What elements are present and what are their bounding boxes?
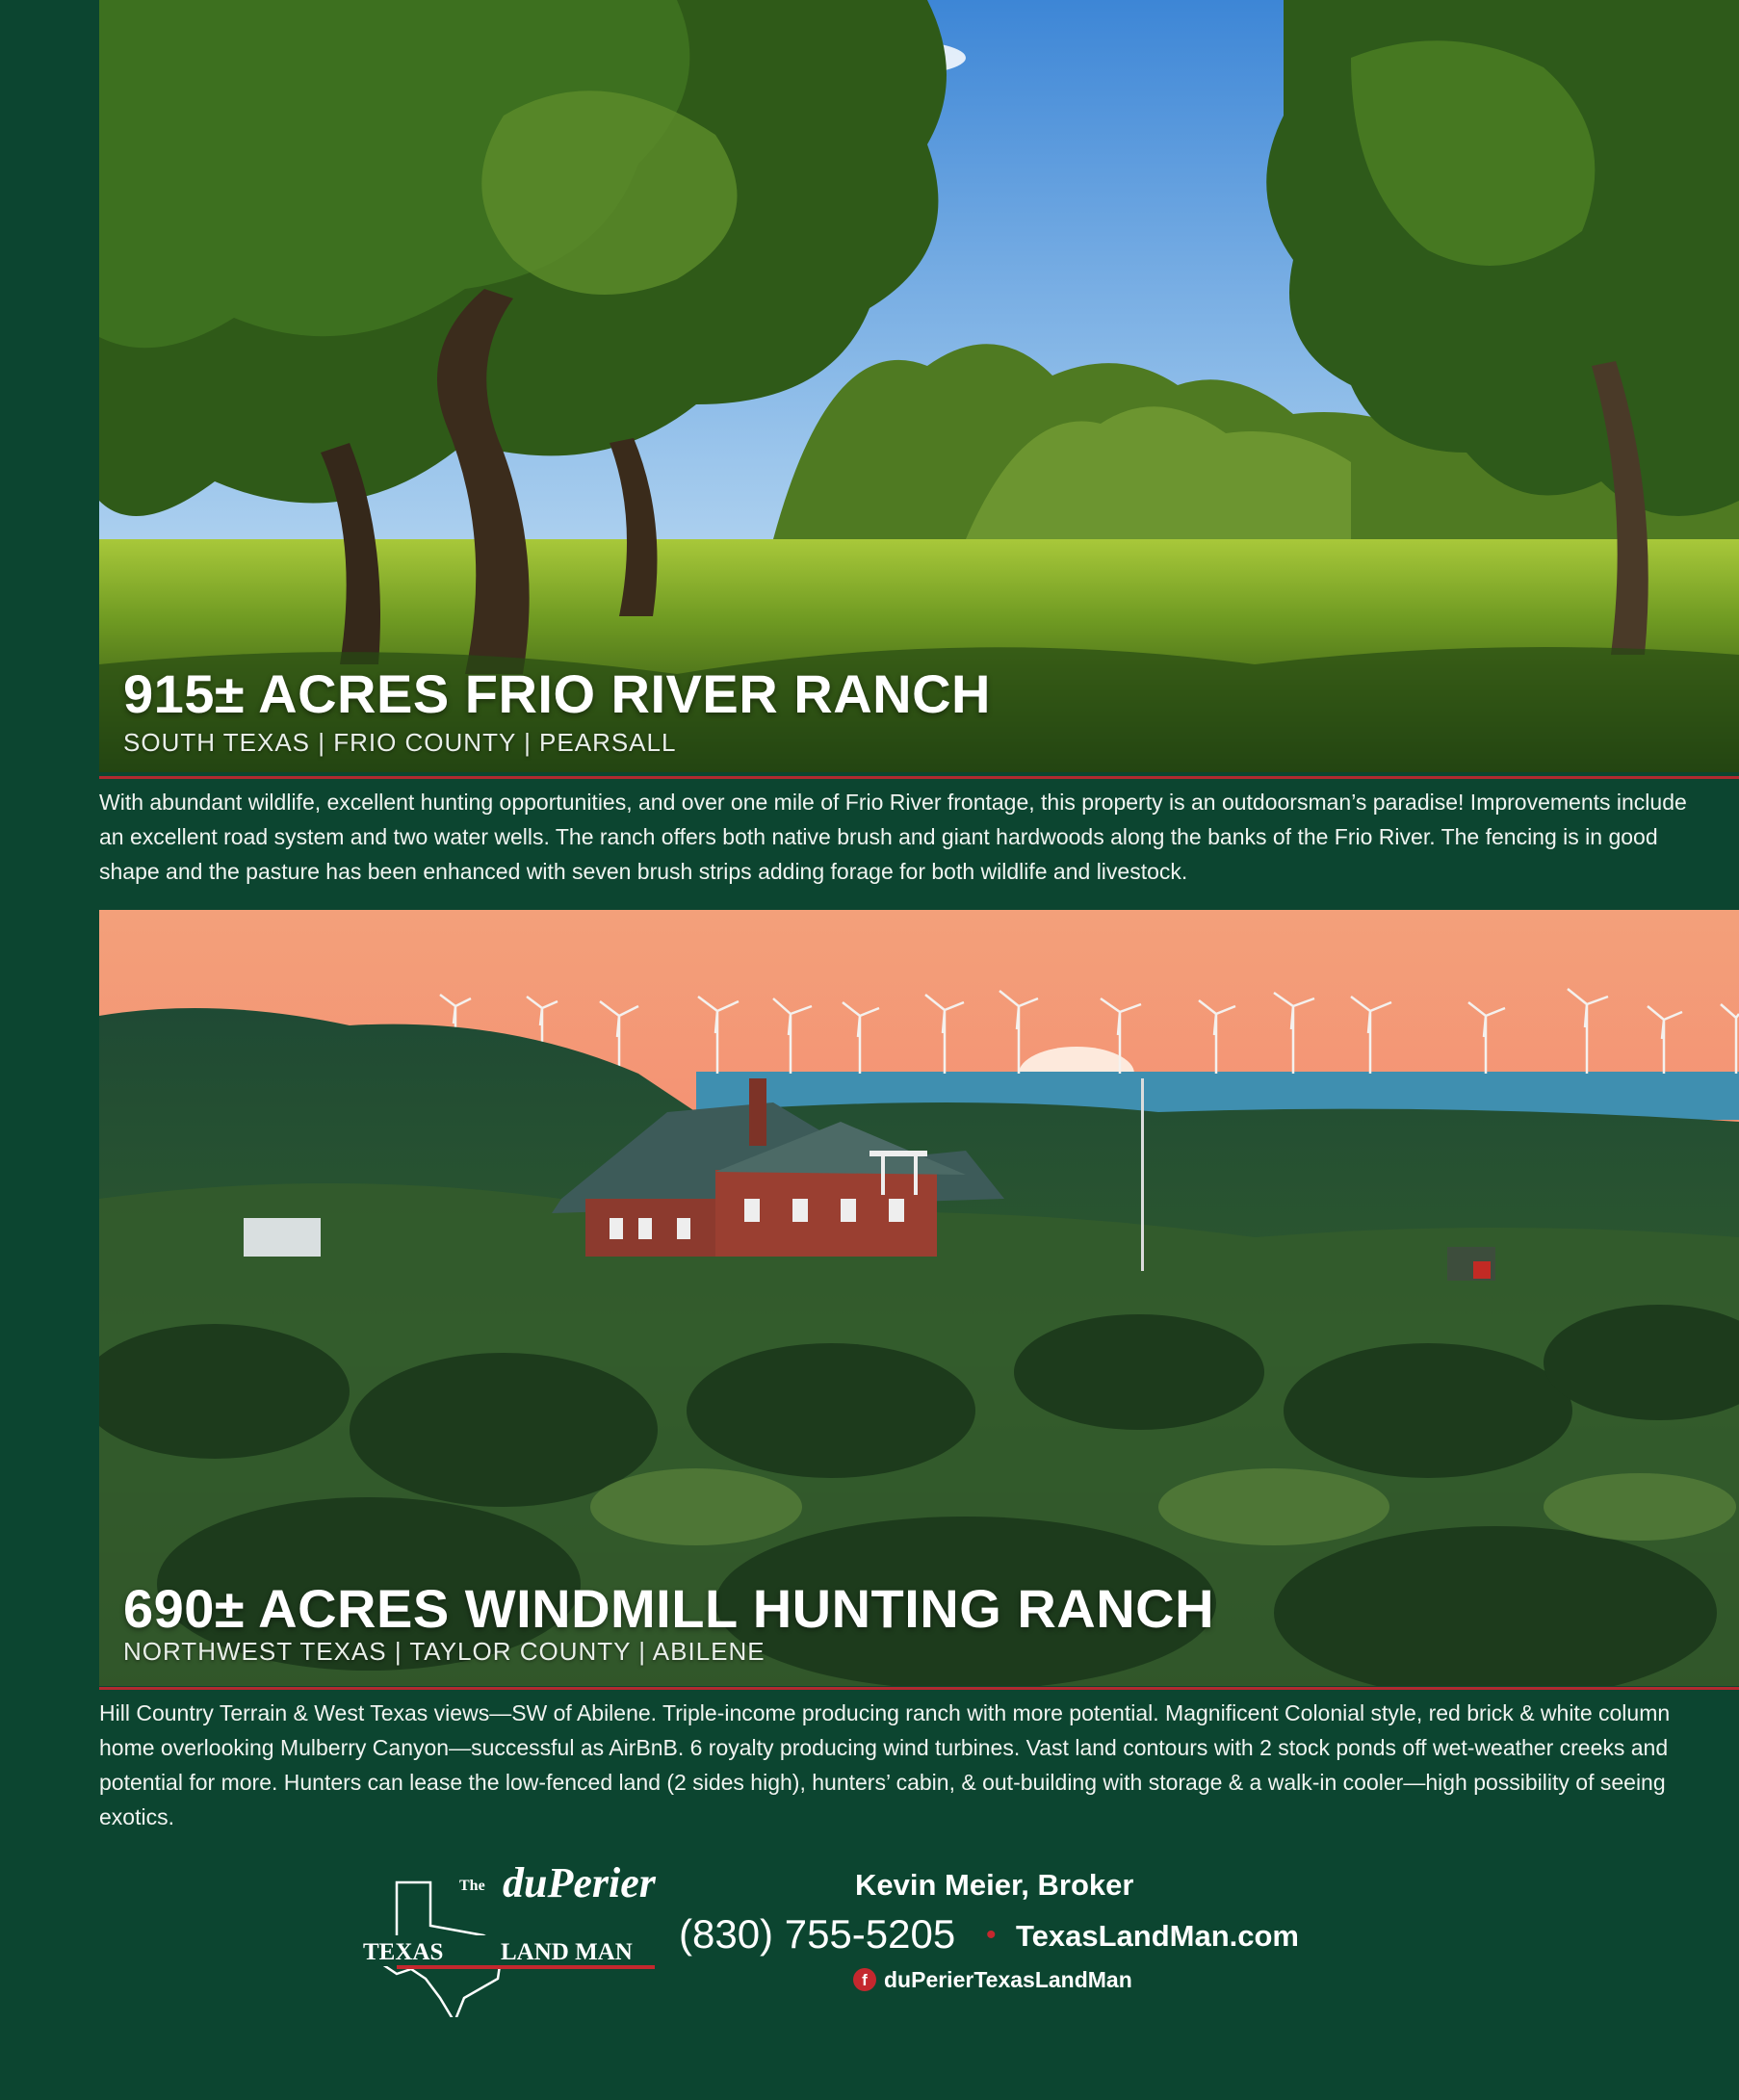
separator-bullet: • xyxy=(986,1919,997,1951)
logo-texas: TEXAS xyxy=(363,1939,444,1965)
logo-land-man: LAND MAN xyxy=(501,1939,633,1965)
listing-1-divider xyxy=(99,776,1739,779)
phone-number[interactable]: (830) 755-5205 xyxy=(679,1911,956,1957)
texas-land-man-logo xyxy=(358,1854,657,2017)
website-link[interactable]: TexasLandMan.com xyxy=(1016,1919,1300,1953)
facebook-link[interactable] xyxy=(853,1965,1132,1994)
listing-2-divider xyxy=(99,1687,1739,1690)
facebook-icon: f xyxy=(853,1968,876,1991)
broker-name: Kevin Meier, Broker xyxy=(855,1868,1134,1902)
logo-script: duPerier xyxy=(503,1859,656,1906)
facebook-handle: duPerierTexasLandMan xyxy=(884,1966,1132,1992)
listing-2-title: 690± ACRES WINDMILL HUNTING RANCH xyxy=(123,1578,1215,1639)
frio-river-ranch-photo xyxy=(99,0,1739,772)
listing-2-location: NORTHWEST TEXAS | TAYLOR COUNTY | ABILENE xyxy=(123,1637,766,1666)
windmill-ranch-photo xyxy=(99,910,1739,1686)
listing-2-description: Hill Country Terrain & West Texas views—SW of Abilene. Triple-income producing ranch with more potential. Magnificent Colonial style, red brick & white column home overlooking Mulberry Canyon—successful as AirBnB. 6 royalty producing wind turbines. Vast land contours with 2 stock ponds off wet-weather creeks and potential for more. Hunters can lease the low-fenced land (2 sides high), hunters’ cabin, & out-building with storage & a walk-in cooler—high possibility of seeing exotics. xyxy=(99,1700,1671,1829)
listing-1-title: 915± ACRES FRIO RIVER RANCH xyxy=(123,663,991,724)
listing-1-description: With abundant wildlife, excellent hunting opportunities, and over one mile of Frio River frontage, this property is an outdoorsman’s paradise! Improvements include an excellent road system and two water wells. The ranch offers both native brush and giant hardwoods along the banks of the Frio River. The fencing is in good shape and the pasture has been enhanced with seven brush strips adding forage for both wildlife and livestock. xyxy=(99,790,1687,884)
logo-the: The xyxy=(459,1878,485,1894)
listing-1-location: SOUTH TEXAS | FRIO COUNTY | PEARSALL xyxy=(123,728,677,757)
